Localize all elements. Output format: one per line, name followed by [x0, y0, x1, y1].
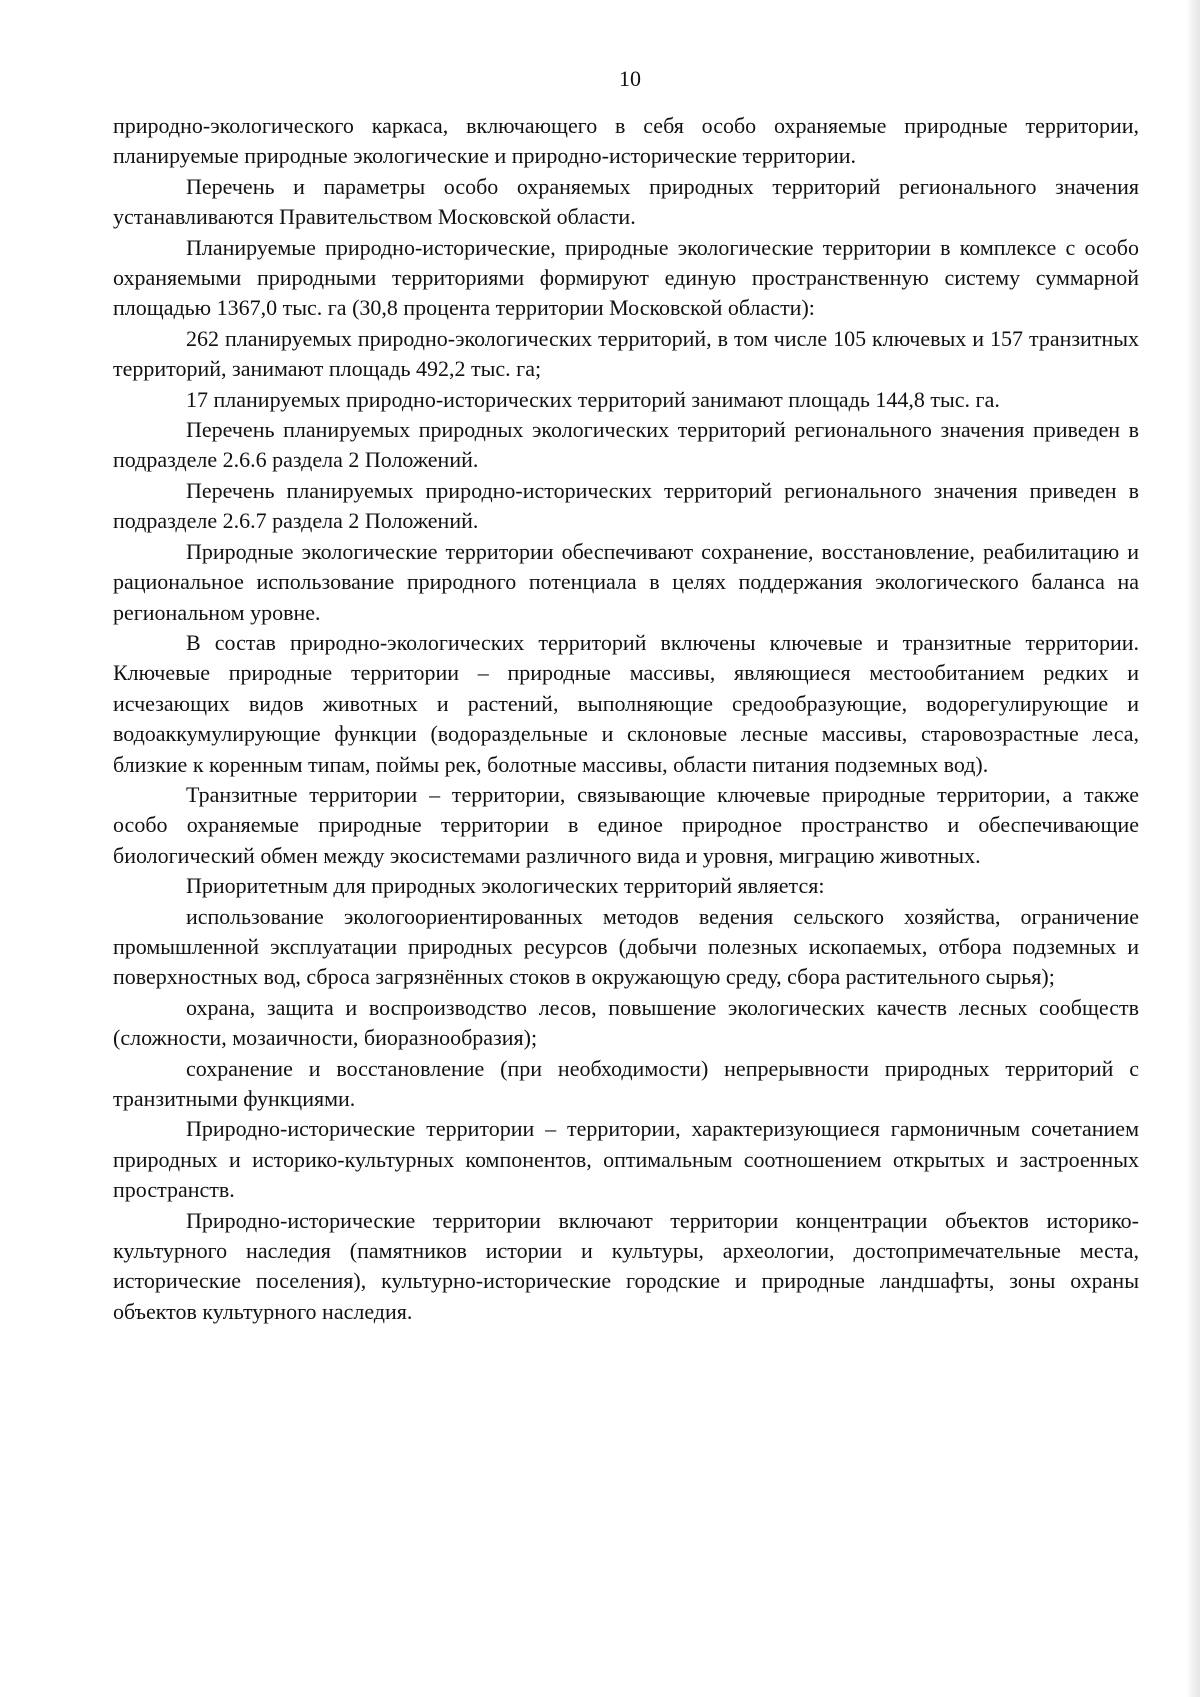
scan-edge: [1186, 0, 1200, 1697]
list-paragraph: использование экологоориентированных методов ведения сельского хозяйства, ограничение промышленной эксплуатации природных ресурсов (добычи полезных ископаемых, отбора подземных и поверхностных вод, сброса загрязнённых стоков в окружающую среду, сбора растительного сырья);: [113, 903, 1139, 990]
document-body: [113, 111, 1139, 1327]
paragraph: Природно-исторические территории – территории, характеризующиеся гармоничным сочетанием природных и историко-культурных компонентов, оптимальным соотношением открытых и застроенных пространств.: [113, 1116, 1139, 1203]
paragraph: Природные экологические территории обеспечивают сохранение, восстановление, реабилитацию и рациональное использование природного потенциала в целях поддержания экологического баланса на региональном уровне.: [113, 538, 1139, 625]
paragraph-continuation: природно-экологического каркаса, включающего в себя особо охраняемые природные территории, планируемые природные экологические и природно-исторические территории.: [113, 113, 1139, 169]
paragraph: Перечень планируемых природно-исторических территорий регионального значения приведен в подразделе 2.6.7 раздела 2 Положений.: [113, 477, 1139, 534]
list-paragraph: охрана, защита и воспроизводство лесов, повышение экологических качеств лесных сообществ (сложности, мозаичности, биоразнообразия);: [113, 994, 1139, 1051]
paragraph: В состав природно-экологических территорий включены ключевые и транзитные территории. Ключевые природные территории – природные массивы, являющиеся местообитанием редких и исчезающих видов животных и растений, выполняющие средообразующие, водорегулирующие и водоаккумулирующие функции (водораздельные и склоновые лесные массивы, старовозрастные леса, близкие к коренным типам, поймы рек, болотные массивы, области питания подземных вод).: [113, 629, 1139, 777]
page-number: 10: [619, 66, 641, 91]
paragraph: Приоритетным для природных экологических территорий является:: [186, 873, 825, 899]
list-paragraph: сохранение и восстановление (при необходимости) непрерывности природных территорий с транзитными функциями.: [113, 1055, 1139, 1111]
paragraph: 17 планируемых природно-исторических территорий занимают площадь 144,8 тыс. га.: [186, 386, 1000, 412]
paragraph: Планируемые природно-исторические, природные экологические территории в комплексе с особо охраняемыми природными территориями формируют единую пространственную систему суммарной площадью 1367,0 тыс. га (30,8 процента территории Московской области):: [113, 234, 1139, 321]
paragraph: Транзитные территории – территории, связывающие ключевые природные территории, а также особо охраняемые природные территории в единое природное пространство и обеспечивающие биологический обмен между экосистемами различного вида и уровня, миграцию животных.: [113, 781, 1139, 868]
paragraph: 262 планируемых природно-экологических территорий, в том числе 105 ключевых и 157 транзитных территорий, занимают площадь 492,2 тыс. га;: [113, 325, 1139, 382]
paragraph: Перечень планируемых природных экологических территорий регионального значения приведен в подразделе 2.6.6 раздела 2 Положений.: [113, 417, 1139, 473]
paragraph: Перечень и параметры особо охраняемых природных территорий регионального значения устанавливаются Правительством Московской области.: [113, 173, 1139, 230]
paragraph: Природно-исторические территории включают территории концентрации объектов историко-культурного наследия (памятников истории и культуры, археологии, достопримечательные места, исторические поселения), культурно-исторические городские и природные ландшафты, зоны охраны объектов культурного наследия.: [113, 1207, 1139, 1324]
